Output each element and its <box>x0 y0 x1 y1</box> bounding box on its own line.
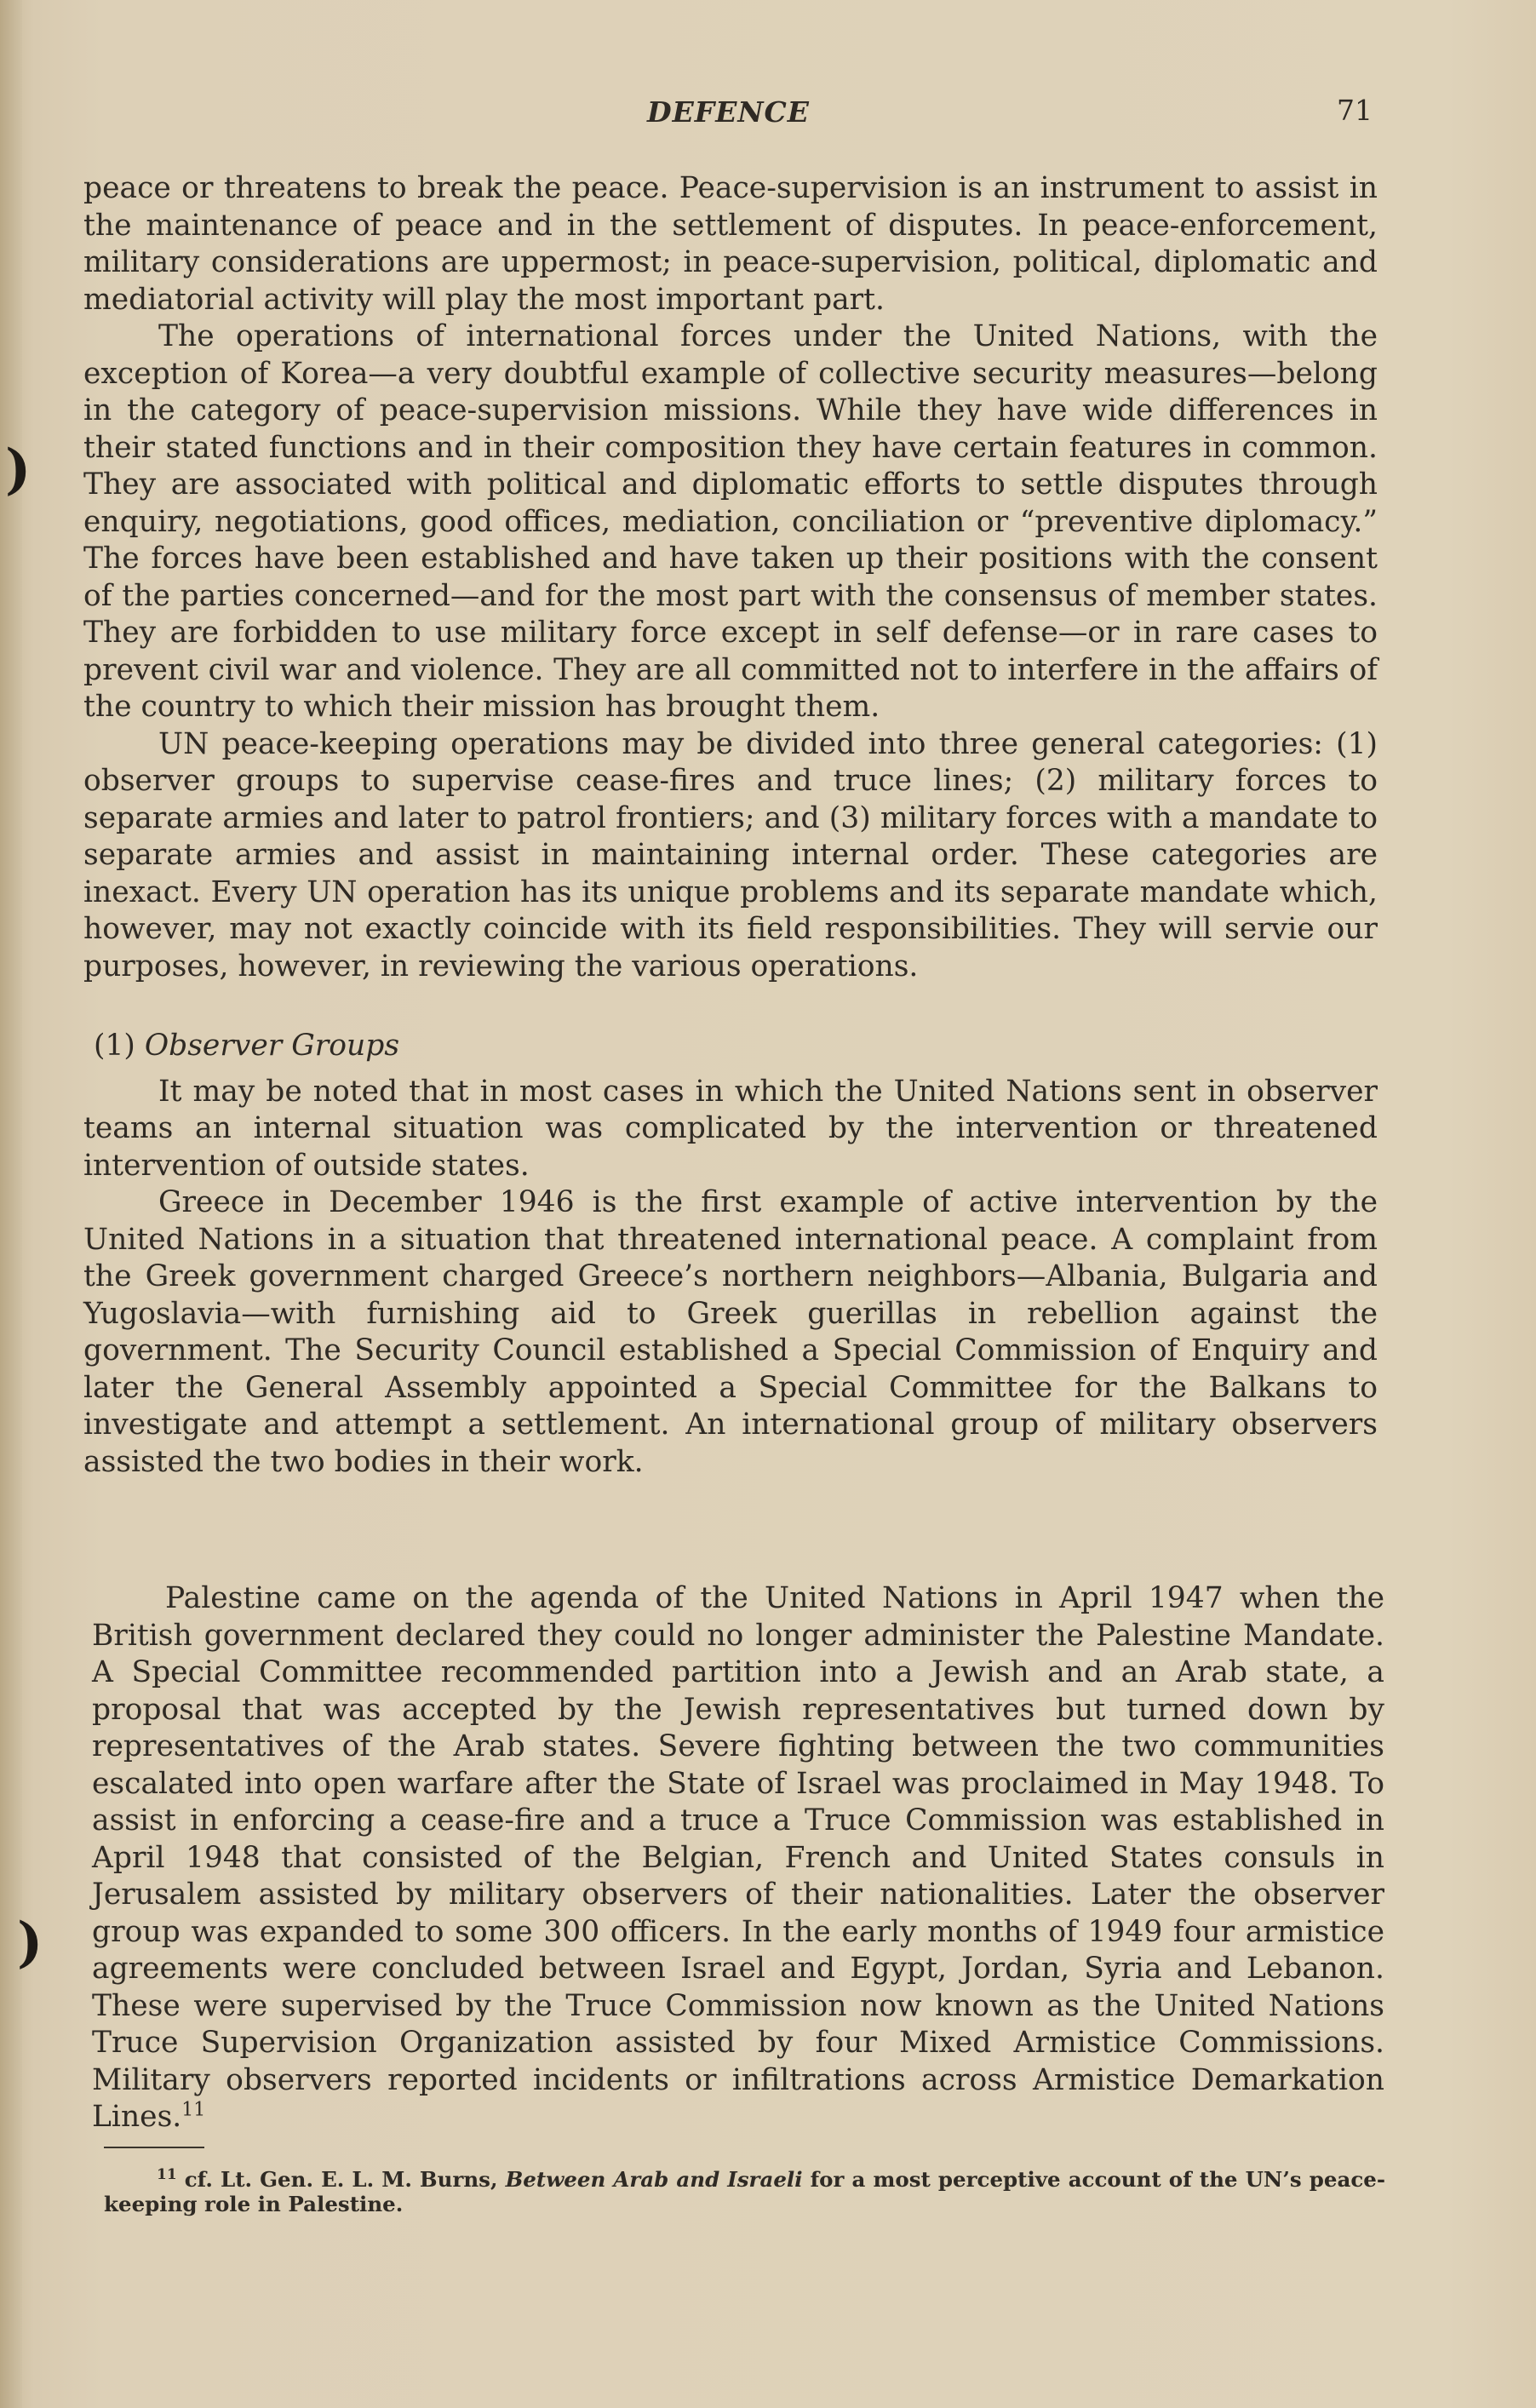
body-text-top <box>83 170 1378 1481</box>
footnote-rule <box>104 2147 204 2148</box>
paragraph: Greece in December 1946 is the first example of active intervention by the United Nations in a situation that threatened international peace. A complaint from the Greek government charged Greece’s northern neighbors—Albania, Bulgaria and Yugoslavia—with furnishing aid to Greek guerillas in rebellion against the government. The Security Council established a Special Commission of Enquiry and later the General Assembly appointed a Special Committee for the Balkans to investigate and attempt a settlement. An international group of military observers assisted the two bodies in their work. <box>83 1185 1378 1479</box>
footnote <box>104 2163 1385 2216</box>
binding-mark-upper: ) <box>5 438 32 502</box>
running-head: DEFENCE <box>647 95 810 129</box>
section-number: (1) <box>94 1029 135 1063</box>
body-text-lower <box>92 1580 1384 2136</box>
footnote-book-title: Between Arab and Israeli <box>505 2167 803 2193</box>
paragraph-palestine <box>92 1580 1384 2136</box>
section-title: Observer Groups <box>144 1029 400 1063</box>
paragraph: peace or threatens to break the peace. Peace-supervision is an instrument to assist in the maintenance of peace and in the settlement of disputes. In peace-enforcement, military considerations are uppermost; in peace-supervision, political, diplomatic and mediatorial activity will play the most important part. <box>83 171 1378 317</box>
binding-mark-lower: ) <box>17 1911 43 1975</box>
footnote-number: 11 <box>157 2166 177 2183</box>
binding-edge <box>0 0 22 2408</box>
footnote-reference: 11 <box>181 2099 206 2121</box>
paragraph: The operations of international forces under the United Nations, with the exception of Korea—a very doubtful example of collective security measures—belong in the category of peace-supervision missions. While they have wide differences in their stated functions and in their composition they have certain features in common. They are associated with political and diplomatic efforts to settle disputes through enquiry, negotiations, good offices, mediation, conciliation or “preventive diplomacy.” The forces have been established and have taken up their positions with the consent of the parties concerned—and for the most part with the consensus of member states. They are forbidden to use military force except in self defense—or in rare cases to prevent civil war and violence. They are all committed not to interfere in the affairs of the country to which their mission has brought them. <box>83 319 1378 724</box>
footnote-suffix: for a most perceptive account of the UN’s peace-keeping role in Palestine. <box>104 2167 1386 2217</box>
page-number: 71 <box>1337 94 1373 127</box>
paragraph: UN peace-keeping operations may be divided into three general categories: (1) observer groups to supervise cease-fires and truce lines; (2) military forces to separate armies and later to patrol frontiers; and (3) military forces with a mandate to separate armies and assist in maintaining internal order. These categories are inexact. Every UN operation has its unique problems and its separate mandate which, however, may not exactly coincide with its field responsibilities. They will servie our purposes, however, in reviewing the various operations. <box>83 726 1378 983</box>
paragraph: It may be noted that in most cases in which the United Nations sent in observer teams an internal situation was complicated by the intervention or threatened intervention of outside states. <box>83 1074 1378 1183</box>
paragraph-palestine-text: Palestine came on the agenda of the United Nations in April 1947 when the British government declared they could no longer administer the Palestine Mandate. A Special Committee recommended partition into a Jewish and an Arab state, a proposal that was accepted by the Jewish representatives but turned down by representatives of the Arab states. Severe fighting between the two communities escalated into open warfare after the State of Israel was proclaimed in May 1948. To assist in enforcing a cease-fire and a truce a Truce Commission was established in April 1948 that consisted of the Belgian, French and United States consuls in Jerusalem assisted by military observers of their nationalities. Later the observer group was expanded to some 300 officers. In the early months of 1949 four armistice agreements were concluded between Israel and Egypt, Jordan, Syria and Lebanon. These were supervised by the Truce Commission now known as the United Nations Truce Supervision Organization assisted by four Mixed Armistice Commissions. Military observers reported incidents or infiltrations across Armistice Demarkation Lines. <box>92 1581 1384 2134</box>
section-heading <box>94 1028 1378 1065</box>
footnote-prefix: cf. Lt. Gen. E. L. M. Burns, <box>184 2167 498 2193</box>
